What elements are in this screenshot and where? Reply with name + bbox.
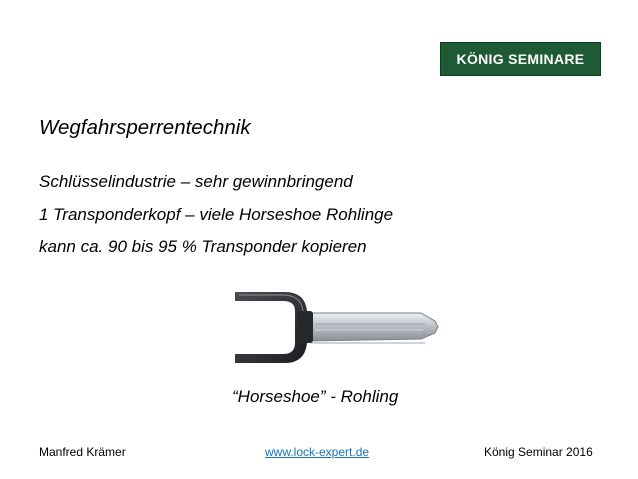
bullet-line-3: kann ca. 90 bis 95 % Transponder kopieren xyxy=(39,237,367,256)
footer-event: König Seminar 2016 xyxy=(484,445,593,459)
footer-website-link[interactable]: www.lock-expert.de xyxy=(265,445,370,459)
footer-author: Manfred Krämer xyxy=(39,445,126,459)
bullet-line-2: 1 Transponderkopf – viele Horseshoe Rohlinge xyxy=(39,205,394,224)
logo-text: KÖNIG SEMINARE xyxy=(456,51,585,67)
slide-title: Wegfahrsperrentechnik xyxy=(39,116,251,139)
bullet-line-1: Schlüsselindustrie – sehr gewinnbringend xyxy=(39,172,353,191)
horseshoe-key-image xyxy=(225,283,450,373)
konig-seminare-logo xyxy=(440,42,601,76)
image-caption: “Horseshoe” - Rohling xyxy=(232,387,399,406)
